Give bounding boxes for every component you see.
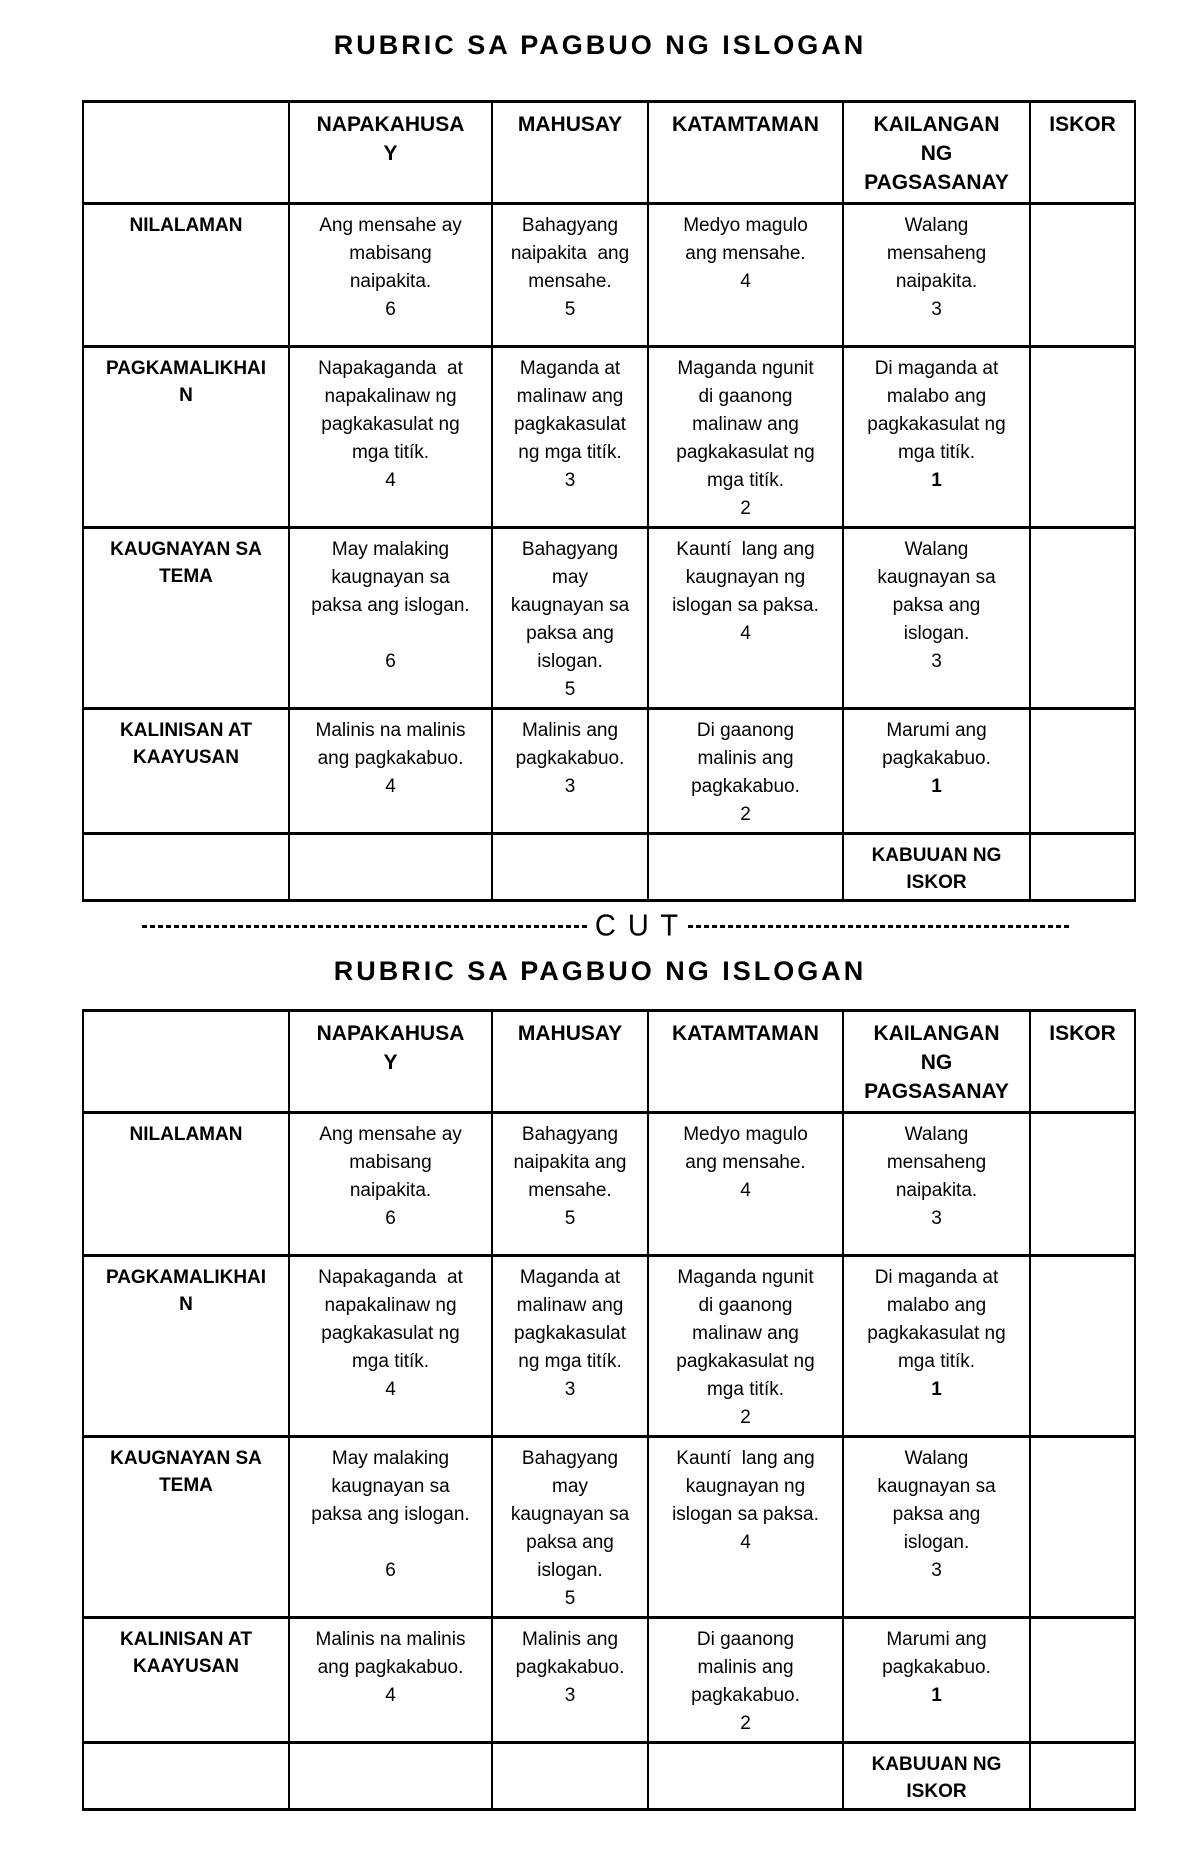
total-label: KABUUAN NG [871, 845, 1002, 866]
score-value: 4 [385, 1685, 396, 1706]
score-value: 1 [931, 470, 942, 491]
criterion-cell [83, 1113, 289, 1256]
score-value: 2 [740, 804, 751, 825]
descriptor-text: kaugnayan sa [331, 1476, 450, 1497]
score-value: 2 [740, 1713, 751, 1734]
criteria-row [83, 528, 1135, 709]
descriptor-text: Di maganda at [874, 358, 999, 379]
descriptor-text: Marumi ang [886, 1629, 987, 1650]
descriptor-text: Maganda at [519, 358, 621, 379]
level-header-label: PAGSASANAY [864, 171, 1009, 194]
descriptor-text: islogan sa paksa. [672, 1504, 819, 1525]
descriptor-text: pagkakabuo. [691, 1685, 800, 1706]
descriptor-text: Maganda ngunit [677, 1267, 814, 1288]
empty-cell [492, 834, 648, 901]
level-header-label: PAGSASANAY [864, 1080, 1009, 1103]
descriptor-text: mensahe. [528, 271, 612, 292]
level-header-label: NG [920, 1051, 953, 1074]
descriptor-text: Napakaganda at [318, 358, 463, 379]
descriptor-cell [492, 1618, 648, 1743]
descriptor-text: di gaanong [698, 386, 793, 407]
iskor-value-cell [1030, 1618, 1135, 1743]
total-label-cell [843, 1743, 1030, 1810]
descriptor-cell [648, 1437, 843, 1618]
descriptor-text: naipakita. [895, 271, 978, 292]
descriptor-text: mabisang [349, 243, 432, 264]
criterion-cell [83, 204, 289, 347]
criterion-cell [83, 1437, 289, 1618]
descriptor-cell [492, 709, 648, 834]
descriptor-text: pagkakasulat [514, 1323, 626, 1344]
descriptor-cell [648, 1113, 843, 1256]
descriptor-text: Kauntí lang ang [676, 1448, 815, 1469]
descriptor-text: Walang [904, 1448, 969, 1469]
descriptor-text: Malinis ang [521, 1629, 619, 1650]
descriptor-cell [289, 1437, 492, 1618]
criterion-cell [83, 709, 289, 834]
descriptor-text: Walang [904, 215, 969, 236]
descriptor-text: Ang mensahe ay [319, 215, 462, 236]
descriptor-text: islogan. [903, 623, 970, 644]
level-header-cell [289, 1011, 492, 1113]
criterion-label: TEMA [159, 566, 213, 587]
descriptor-text: may [552, 1476, 588, 1497]
criteria-row [83, 347, 1135, 528]
descriptor-text: kaugnayan sa [331, 567, 450, 588]
descriptor-text: pagkakabuo. [691, 776, 800, 797]
descriptor-cell [648, 528, 843, 709]
descriptor-cell [492, 528, 648, 709]
descriptor-text: malinaw ang [692, 414, 799, 435]
descriptor-text: Di gaanong [696, 1629, 795, 1650]
descriptor-cell [648, 204, 843, 347]
criteria-row [83, 1256, 1135, 1437]
empty-cell [83, 1743, 289, 1810]
descriptor-text: pagkakabuo. [882, 1657, 991, 1678]
descriptor-text: pagkakabuo. [515, 748, 625, 769]
descriptor-text: Di gaanong [696, 720, 795, 741]
descriptor-text: Bahagyang [521, 215, 619, 236]
descriptor-text: mensaheng [886, 1152, 987, 1173]
criterion-label: KALINISAN AT [120, 720, 252, 741]
descriptor-text: naipakita. [349, 1180, 432, 1201]
descriptor-text: pagkakasulat ng [321, 414, 460, 435]
level-header-cell [648, 102, 843, 204]
level-header-label: MAHUSAY [517, 113, 623, 136]
descriptor-text: Bahagyang [521, 539, 619, 560]
empty-cell [289, 1743, 492, 1810]
score-value: 4 [740, 1532, 751, 1553]
score-value: 4 [740, 623, 751, 644]
descriptor-cell [289, 709, 492, 834]
iskor-value-cell [1030, 1256, 1135, 1437]
level-header-label: KATAMTAMAN [672, 113, 819, 136]
level-header-label: NAPAKAHUSA [316, 113, 465, 136]
score-value: 6 [385, 1208, 396, 1229]
descriptor-text: mensaheng [886, 243, 987, 264]
iskor-value-cell [1030, 1743, 1135, 1810]
level-header-label: KAILANGAN [873, 113, 1000, 136]
score-value: 6 [385, 299, 396, 320]
score-value: 5 [564, 299, 576, 320]
descriptor-text: ang pagkakabuo. [317, 748, 464, 769]
descriptor-text: kaugnayan sa [877, 1476, 996, 1497]
descriptor-text: mga titík. [897, 1351, 976, 1372]
level-header-label: Y [383, 1051, 398, 1074]
total-row [83, 1743, 1135, 1810]
descriptor-text: ang pagkakabuo. [317, 1657, 464, 1678]
score-value: 4 [740, 271, 751, 292]
criterion-label: PAGKAMALIKHAI [105, 1267, 267, 1288]
score-value: 6 [385, 1560, 396, 1581]
rubric-table [82, 1009, 1136, 1811]
iskor-value-cell [1030, 834, 1135, 901]
criterion-cell [83, 1618, 289, 1743]
level-header-cell [648, 1011, 843, 1113]
descriptor-text: pagkakasulat [514, 414, 626, 435]
criterion-label: KAAYUSAN [133, 747, 239, 768]
descriptor-cell [492, 1256, 648, 1437]
cut-label: C U T [594, 909, 681, 943]
descriptor-text: malinaw ang [692, 1323, 799, 1344]
descriptor-text: pagkakasulat ng [867, 1323, 1006, 1344]
descriptor-cell [843, 347, 1030, 528]
descriptor-cell [289, 347, 492, 528]
descriptor-text: may [552, 567, 588, 588]
descriptor-text: napakalinaw ng [324, 1295, 457, 1316]
descriptor-text: pagkakabuo. [515, 1657, 625, 1678]
descriptor-cell [492, 204, 648, 347]
page-title: RUBRIC SA PAGBUO NG ISLOGAN [333, 956, 867, 986]
descriptor-text: May malaking [331, 1448, 450, 1469]
descriptor-cell [843, 1437, 1030, 1618]
criteria-row [83, 1618, 1135, 1743]
descriptor-text: Ang mensahe ay [319, 1124, 462, 1145]
criterion-cell [83, 1256, 289, 1437]
criterion-header-cell [83, 1011, 289, 1113]
descriptor-text: Malinis ang [521, 720, 619, 741]
criteria-row [83, 1113, 1135, 1256]
descriptor-text: pagkakabuo. [882, 748, 991, 769]
score-value: 5 [564, 1208, 576, 1229]
descriptor-text: ng mga titík. [518, 442, 622, 463]
score-value: 3 [564, 776, 576, 797]
total-row [83, 834, 1135, 901]
descriptor-text: mga titík. [351, 1351, 430, 1372]
empty-cell [289, 834, 492, 901]
descriptor-text: islogan sa paksa. [672, 595, 819, 616]
descriptor-text: malinaw ang [516, 386, 624, 407]
criterion-label: TEMA [159, 1475, 213, 1496]
score-value: 5 [564, 679, 576, 700]
criterion-cell [83, 347, 289, 528]
descriptor-text: Bahagyang [521, 1124, 619, 1145]
score-value: 4 [385, 1379, 396, 1400]
descriptor-cell [492, 1113, 648, 1256]
descriptor-text: naipakita. [349, 271, 432, 292]
descriptor-text: pagkakasulat ng [867, 414, 1006, 435]
header-row [83, 102, 1135, 204]
score-value: 4 [385, 470, 396, 491]
descriptor-text: Medyo magulo [683, 215, 808, 236]
iskor-header-label: ISKOR [1049, 113, 1116, 136]
iskor-value-cell [1030, 709, 1135, 834]
score-value: 6 [385, 651, 396, 672]
total-label: ISKOR [906, 872, 967, 893]
score-value: 3 [564, 1685, 576, 1706]
criterion-cell [83, 528, 289, 709]
descriptor-text: pagkakasulat ng [676, 442, 815, 463]
descriptor-text: kaugnayan ng [685, 1476, 806, 1497]
descriptor-text: Marumi ang [886, 720, 987, 741]
descriptor-cell [843, 1256, 1030, 1437]
descriptor-text: mensahe. [528, 1180, 612, 1201]
score-value: 2 [740, 498, 751, 519]
descriptor-text: pagkakasulat ng [321, 1323, 460, 1344]
empty-cell [648, 834, 843, 901]
criterion-header-cell [83, 102, 289, 204]
descriptor-text: Kauntí lang ang [676, 539, 815, 560]
level-header-label: KAILANGAN [873, 1022, 1000, 1045]
iskor-header-label: ISKOR [1049, 1022, 1116, 1045]
criterion-label: N [179, 1294, 193, 1315]
iskor-value-cell [1030, 1437, 1135, 1618]
cut-divider [142, 910, 1072, 942]
descriptor-text: paksa ang [892, 595, 981, 616]
criterion-label: NILALAMAN [129, 1124, 243, 1145]
level-header-cell [289, 102, 492, 204]
descriptor-text: naipakita. [895, 1180, 978, 1201]
empty-cell [83, 834, 289, 901]
cut-dashed-line [142, 925, 587, 928]
score-value: 3 [564, 1379, 576, 1400]
level-header-cell [492, 1011, 648, 1113]
cut-dashed-line [688, 925, 1072, 928]
rubric-table [82, 100, 1136, 902]
descriptor-text: paksa ang islogan. [311, 595, 470, 616]
empty-cell [648, 1743, 843, 1810]
level-header-label: NG [920, 142, 953, 165]
iskor-value-cell [1030, 204, 1135, 347]
total-label: KABUUAN NG [871, 1754, 1002, 1775]
score-value: 4 [385, 776, 396, 797]
descriptor-text: Medyo magulo [683, 1124, 808, 1145]
descriptor-text: Malinis na malinis [315, 720, 466, 741]
descriptor-text: paksa ang [526, 623, 614, 644]
iskor-value-cell [1030, 528, 1135, 709]
descriptor-text: malabo ang [886, 1295, 987, 1316]
level-header-label: MAHUSAY [517, 1022, 623, 1045]
page-title: RUBRIC SA PAGBUO NG ISLOGAN [333, 30, 867, 60]
descriptor-text: kaugnayan sa [510, 595, 630, 616]
descriptor-cell [648, 709, 843, 834]
descriptor-text: paksa ang [892, 1504, 981, 1525]
descriptor-text: islogan. [903, 1532, 970, 1553]
descriptor-text: mga titík. [351, 442, 430, 463]
descriptor-cell [648, 347, 843, 528]
descriptor-text: malinaw ang [516, 1295, 624, 1316]
descriptor-text: naipakita ang [513, 1152, 627, 1173]
total-label-cell [843, 834, 1030, 901]
descriptor-text: Walang [904, 539, 969, 560]
descriptor-text: kaugnayan sa [510, 1504, 630, 1525]
score-value: 3 [931, 651, 942, 672]
score-value: 3 [564, 470, 576, 491]
criterion-label: KAUGNAYAN SA [110, 1448, 262, 1469]
score-value: 2 [740, 1407, 751, 1428]
descriptor-cell [289, 1113, 492, 1256]
descriptor-text: islogan. [537, 1560, 603, 1581]
descriptor-cell [843, 1113, 1030, 1256]
descriptor-text: malabo ang [886, 386, 987, 407]
header-row [83, 1011, 1135, 1113]
criterion-label: NILALAMAN [129, 215, 243, 236]
descriptor-cell [492, 347, 648, 528]
descriptor-text: pagkakasulat ng [676, 1351, 815, 1372]
iskor-header-cell [1030, 102, 1135, 204]
descriptor-cell [843, 1618, 1030, 1743]
score-value: 1 [931, 776, 942, 797]
descriptor-text: ang mensahe. [685, 1152, 806, 1173]
descriptor-cell [289, 528, 492, 709]
descriptor-cell [648, 1618, 843, 1743]
descriptor-text: mabisang [349, 1152, 432, 1173]
iskor-value-cell [1030, 347, 1135, 528]
level-header-cell [843, 1011, 1030, 1113]
descriptor-text: May malaking [331, 539, 450, 560]
score-value: 3 [931, 1208, 942, 1229]
score-value: 3 [931, 1560, 942, 1581]
descriptor-cell [492, 1437, 648, 1618]
descriptor-cell [843, 528, 1030, 709]
criterion-label: PAGKAMALIKHAI [105, 358, 267, 379]
criterion-label: KAAYUSAN [133, 1656, 239, 1677]
descriptor-text: mga titík. [706, 470, 785, 491]
descriptor-text: Maganda at [519, 1267, 621, 1288]
descriptor-cell [289, 1256, 492, 1437]
level-header-label: NAPAKAHUSA [316, 1022, 465, 1045]
score-value: 1 [931, 1685, 942, 1706]
iskor-value-cell [1030, 1113, 1135, 1256]
score-value: 4 [740, 1180, 751, 1201]
descriptor-cell [843, 709, 1030, 834]
level-header-label: KATAMTAMAN [672, 1022, 819, 1045]
descriptor-text: naipakita ang [510, 243, 630, 264]
descriptor-text: Maganda ngunit [677, 358, 814, 379]
criteria-row [83, 204, 1135, 347]
descriptor-text: Walang [904, 1124, 969, 1145]
descriptor-text: mga titík. [897, 442, 976, 463]
score-value: 5 [564, 1588, 576, 1609]
descriptor-text: ang mensahe. [685, 243, 806, 264]
criterion-label: KALINISAN AT [120, 1629, 252, 1650]
descriptor-text: Malinis na malinis [315, 1629, 466, 1650]
descriptor-cell [289, 204, 492, 347]
descriptor-text: paksa ang islogan. [311, 1504, 470, 1525]
descriptor-cell [289, 1618, 492, 1743]
descriptor-text: napakalinaw ng [324, 386, 457, 407]
criteria-row [83, 1437, 1135, 1618]
descriptor-text: Di maganda at [874, 1267, 999, 1288]
score-value: 1 [931, 1379, 942, 1400]
descriptor-text: paksa ang [526, 1532, 614, 1553]
descriptor-text: di gaanong [698, 1295, 793, 1316]
score-value: 3 [931, 299, 942, 320]
descriptor-text: mga titík. [706, 1379, 785, 1400]
empty-cell [492, 1743, 648, 1810]
descriptor-cell [648, 1256, 843, 1437]
level-header-cell [843, 102, 1030, 204]
criterion-label: KAUGNAYAN SA [110, 539, 262, 560]
descriptor-text: Napakaganda at [318, 1267, 463, 1288]
descriptor-cell [843, 204, 1030, 347]
criterion-label: N [179, 385, 193, 406]
descriptor-text: kaugnayan ng [685, 567, 806, 588]
level-header-label: Y [383, 142, 398, 165]
descriptor-text: kaugnayan sa [877, 567, 996, 588]
descriptor-text: ng mga titík. [518, 1351, 622, 1372]
descriptor-text: Bahagyang [521, 1448, 619, 1469]
iskor-header-cell [1030, 1011, 1135, 1113]
descriptor-text: malinis ang [697, 1657, 794, 1678]
total-label: ISKOR [906, 1781, 967, 1802]
descriptor-text: islogan. [537, 651, 603, 672]
descriptor-text: malinis ang [697, 748, 794, 769]
criteria-row [83, 709, 1135, 834]
level-header-cell [492, 102, 648, 204]
